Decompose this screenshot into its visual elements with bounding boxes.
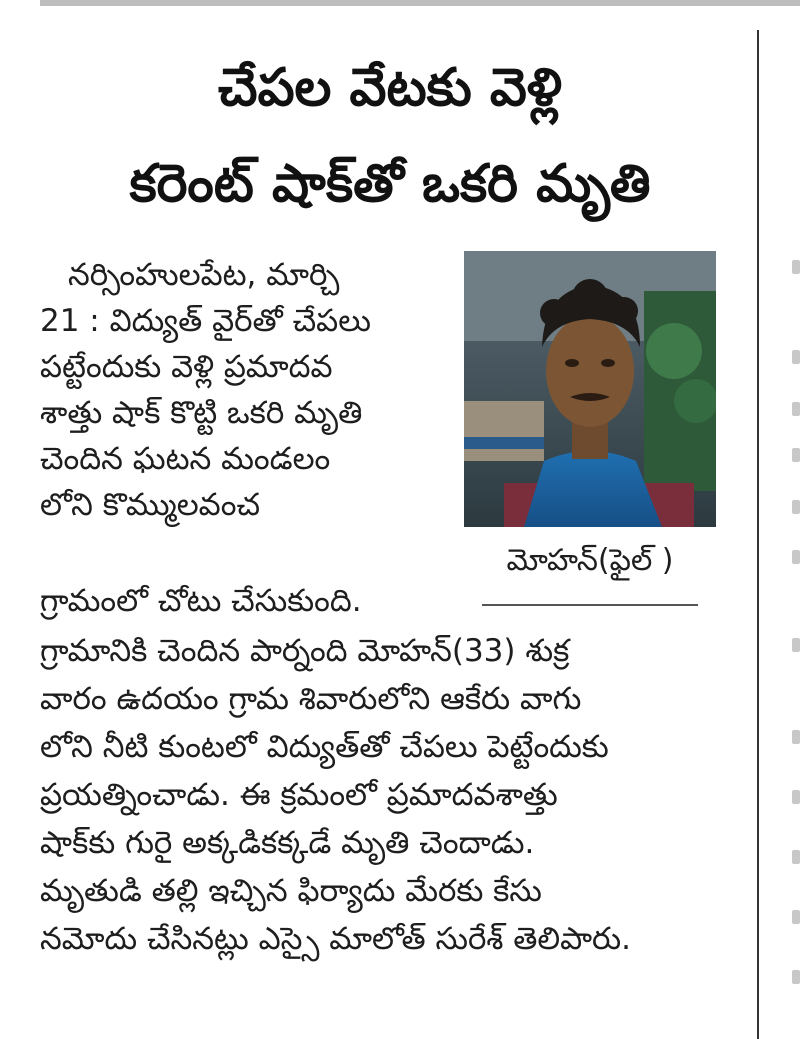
body-line: వారం ఉదయం గ్రామ శివారులోని ఆకేరు వాగు	[40, 681, 582, 717]
body-line: లోని కొమ్ములవంచ	[40, 487, 261, 523]
margin-fragment	[792, 448, 800, 462]
margin-fragment	[792, 260, 800, 274]
body-line: షాక్‌కు గురై అక్కడికక్కడే మృతి చెందాడు.	[40, 825, 535, 861]
body-line: నర్సింహులపేట, మార్చి	[68, 257, 340, 293]
body-line: గ్రామానికి చెందిన పార్నంది మోహన్(33) శుక్ర	[40, 633, 570, 669]
margin-fragment	[792, 850, 800, 864]
margin-fragment	[792, 402, 800, 416]
adjacent-column-fragment	[770, 30, 800, 1039]
margin-fragment	[792, 350, 800, 364]
headline-line-2: కరెంట్ షాక్‌తో ఒకరి మృతి	[129, 154, 651, 214]
body-line: చెందిన ఘటన మండలం	[40, 441, 331, 477]
body-line: పట్టేందుకు వెళ్లి ప్రమాదవ	[40, 349, 333, 385]
body-line: గ్రామంలో చోటు చేసుకుంది.	[40, 583, 362, 619]
column-divider	[757, 30, 759, 1039]
body-line: మృతుడి తల్లి ఇచ్చిన ఫిర్యాదు మేరకు కేసు	[40, 873, 542, 909]
body-line: 21 : విద్యుత్ వైర్‌తో చేపలు	[40, 303, 371, 339]
margin-fragment	[792, 910, 800, 924]
margin-fragment	[792, 638, 800, 652]
news-photo	[464, 251, 716, 527]
margin-fragment	[792, 970, 800, 984]
margin-fragment	[792, 500, 800, 514]
caption-rule	[482, 604, 698, 606]
top-rule	[40, 0, 800, 6]
body-line: శాత్తు షాక్ కొట్టి ఒకరి మృతి	[40, 395, 363, 431]
body-line: నమోదు చేసినట్లు ఎస్సై మాలోత్ సురేశ్ తెలిపారు.	[40, 921, 631, 957]
headline-line-1: చేపల వేటకు వెళ్లి	[218, 58, 562, 118]
body-line: ప్రయత్నించాడు. ఈ క్రమంలో ప్రమాదవశాత్తు	[40, 777, 558, 813]
margin-fragment	[792, 730, 800, 744]
margin-fragment	[792, 550, 800, 564]
body-line: లోని నీటి కుంటలో విద్యుత్‌తో చేపలు పెట్టేందుకు	[40, 729, 609, 765]
photo-caption: మోహన్(ఫైల్ )	[506, 543, 674, 578]
margin-fragment	[792, 790, 800, 804]
